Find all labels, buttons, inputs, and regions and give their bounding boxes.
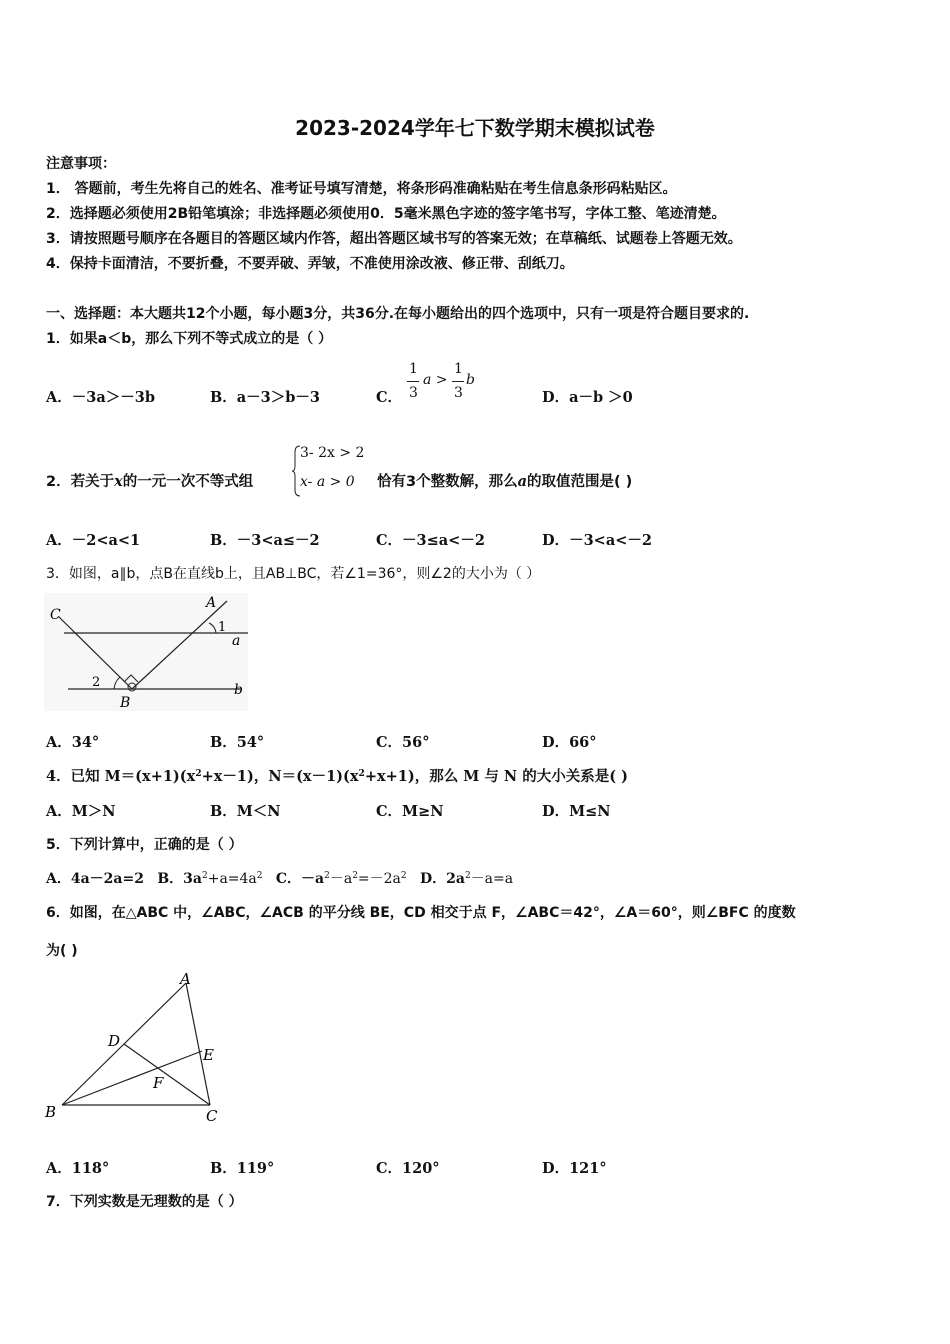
q6-option-c: C．120° (376, 1160, 440, 1177)
q1-option-c-expression (405, 361, 485, 407)
label-c: C (50, 607, 61, 623)
q3-option-c: C．56° (376, 734, 430, 751)
note-item: 1． 答题前，考生先将自己的姓名、准考证号填写清楚，将条形码准确粘贴在考生信息条形码粘贴区。 (46, 181, 677, 197)
q1-option-d: D．a－b ＞0 (542, 389, 633, 406)
frac-den: 3 (409, 385, 418, 401)
q3-stem: 3．如图，a∥b，点B在直线b上，且AB⊥BC，若∠1=36°，则∠2的大小为（ ） (46, 566, 541, 582)
bisector-be (62, 1051, 202, 1105)
page-title: 2023-2024学年七下数学期末模拟试卷 (295, 116, 655, 140)
q2-system-line-2: x- a > 0 (300, 474, 355, 490)
label-angle-1: 1 (218, 620, 227, 635)
label-angle-2: 2 (92, 675, 101, 690)
q5-option-b: B．$3a^2+a=4a^2$ (157, 871, 263, 887)
q1-option-a: A．－3a＞－3b (46, 389, 155, 406)
label-d: D (108, 1032, 121, 1050)
q6-option-a: A．118° (46, 1160, 110, 1177)
notes-heading: 注意事项： (46, 156, 116, 172)
label-f: F (153, 1074, 164, 1092)
note-item: 4．保持卡面清洁，不要折叠，不要弄破、弄皱，不准使用涂改液、修正带、刮纸刀。 (46, 256, 574, 272)
q3-option-a: A．34° (46, 734, 100, 751)
q6-stem-line-2: 为( ) (46, 943, 78, 959)
label-b: B (45, 1103, 57, 1121)
q1-option-b: B．a－3＞b－3 (210, 389, 320, 406)
frac-den: 3 (454, 385, 463, 401)
q4-stem: 4．已知 $M=(x+1)(x^2+x-1)$，$N=(x-1)(x^2+x+1)$，那么 M 与 N 的大小关系是( ) (46, 768, 628, 785)
q3-option-b: B．54° (210, 734, 265, 751)
q6-option-d: D．121° (542, 1160, 607, 1177)
note-item: 3．请按照题号顺序在各题目的答题区域内作答，超出答题区域书写的答案无效；在草稿纸、试题卷上答题无效。 (46, 231, 742, 247)
q2-stem: 2．若关于x的一元一次不等式组 (46, 473, 254, 490)
q2-inequality-system (292, 444, 372, 498)
q5-option-a: A．4a－2a=2 (46, 871, 144, 887)
label-a: A (180, 970, 191, 988)
side-ac (186, 983, 210, 1105)
q1-c-a-gt: a > (423, 372, 448, 388)
q2-option-d: D．－3<a<－2 (542, 532, 652, 549)
label-b-point: B (120, 695, 131, 711)
q2-stem-tail: 恰有3个整数解，那么a的取值范围是( ) (377, 473, 633, 490)
q4-option-c: C．M≥N (376, 803, 444, 820)
q3-option-d: D．66° (542, 734, 597, 751)
q6-option-b: B．119° (210, 1160, 275, 1177)
frac-num: 1 (454, 361, 463, 377)
q1-c-b: b (466, 372, 475, 388)
q4-option-a: A．M＞N (46, 803, 116, 820)
q5-stem: 5．下列计算中，正确的是（ ） (46, 837, 243, 853)
q7-stem: 7．下列实数是无理数的是（ ） (46, 1194, 243, 1210)
q4-option-b: B．M＜N (210, 803, 281, 820)
q5-option-d: D．$2a^2-a=a$ (420, 871, 514, 887)
q2-option-c: C．－3≤a<－2 (376, 532, 485, 549)
q4-option-d: D．M≤N (542, 803, 611, 820)
label-line-b: b (234, 682, 243, 698)
label-a-point: A (206, 595, 217, 611)
q5-options (46, 868, 513, 888)
frac-line (407, 381, 419, 382)
q3-figure (44, 593, 248, 711)
q6-figure (40, 968, 240, 1128)
q2-system-line-1: 3- 2x > 2 (300, 445, 365, 461)
label-c: C (206, 1107, 218, 1125)
label-line-a: a (232, 633, 241, 649)
section-heading: 一、选择题：本大题共12个小题，每小题3分，共36分.在每小题给出的四个选项中，只有一项是符合题目要求的. (46, 306, 750, 322)
label-e: E (203, 1046, 214, 1064)
q1-option-c-label: C． (376, 389, 403, 406)
frac-num: 1 (409, 361, 418, 377)
q6-stem-line-1: 6．如图，在△ABC 中，∠ABC，∠ACB 的平分线 BE，CD 相交于点 F，∠ABC＝42°，∠A＝60°，则∠BFC 的度数 (46, 905, 796, 921)
q5-option-c: C．$-a^2-a^2=-2a^2$ (275, 871, 407, 887)
q2-option-b: B．－3<a≤－2 (210, 532, 320, 549)
frac-line (452, 381, 464, 382)
q2-option-a: A．－2<a<1 (46, 532, 141, 549)
note-item: 2．选择题必须使用2B铅笔填涂；非选择题必须使用0．5毫米黑色字迹的签字笔书写，字体工整、笔迹清楚。 (46, 206, 726, 222)
q1-stem: 1．如果a＜b，那么下列不等式成立的是（ ） (46, 331, 333, 347)
